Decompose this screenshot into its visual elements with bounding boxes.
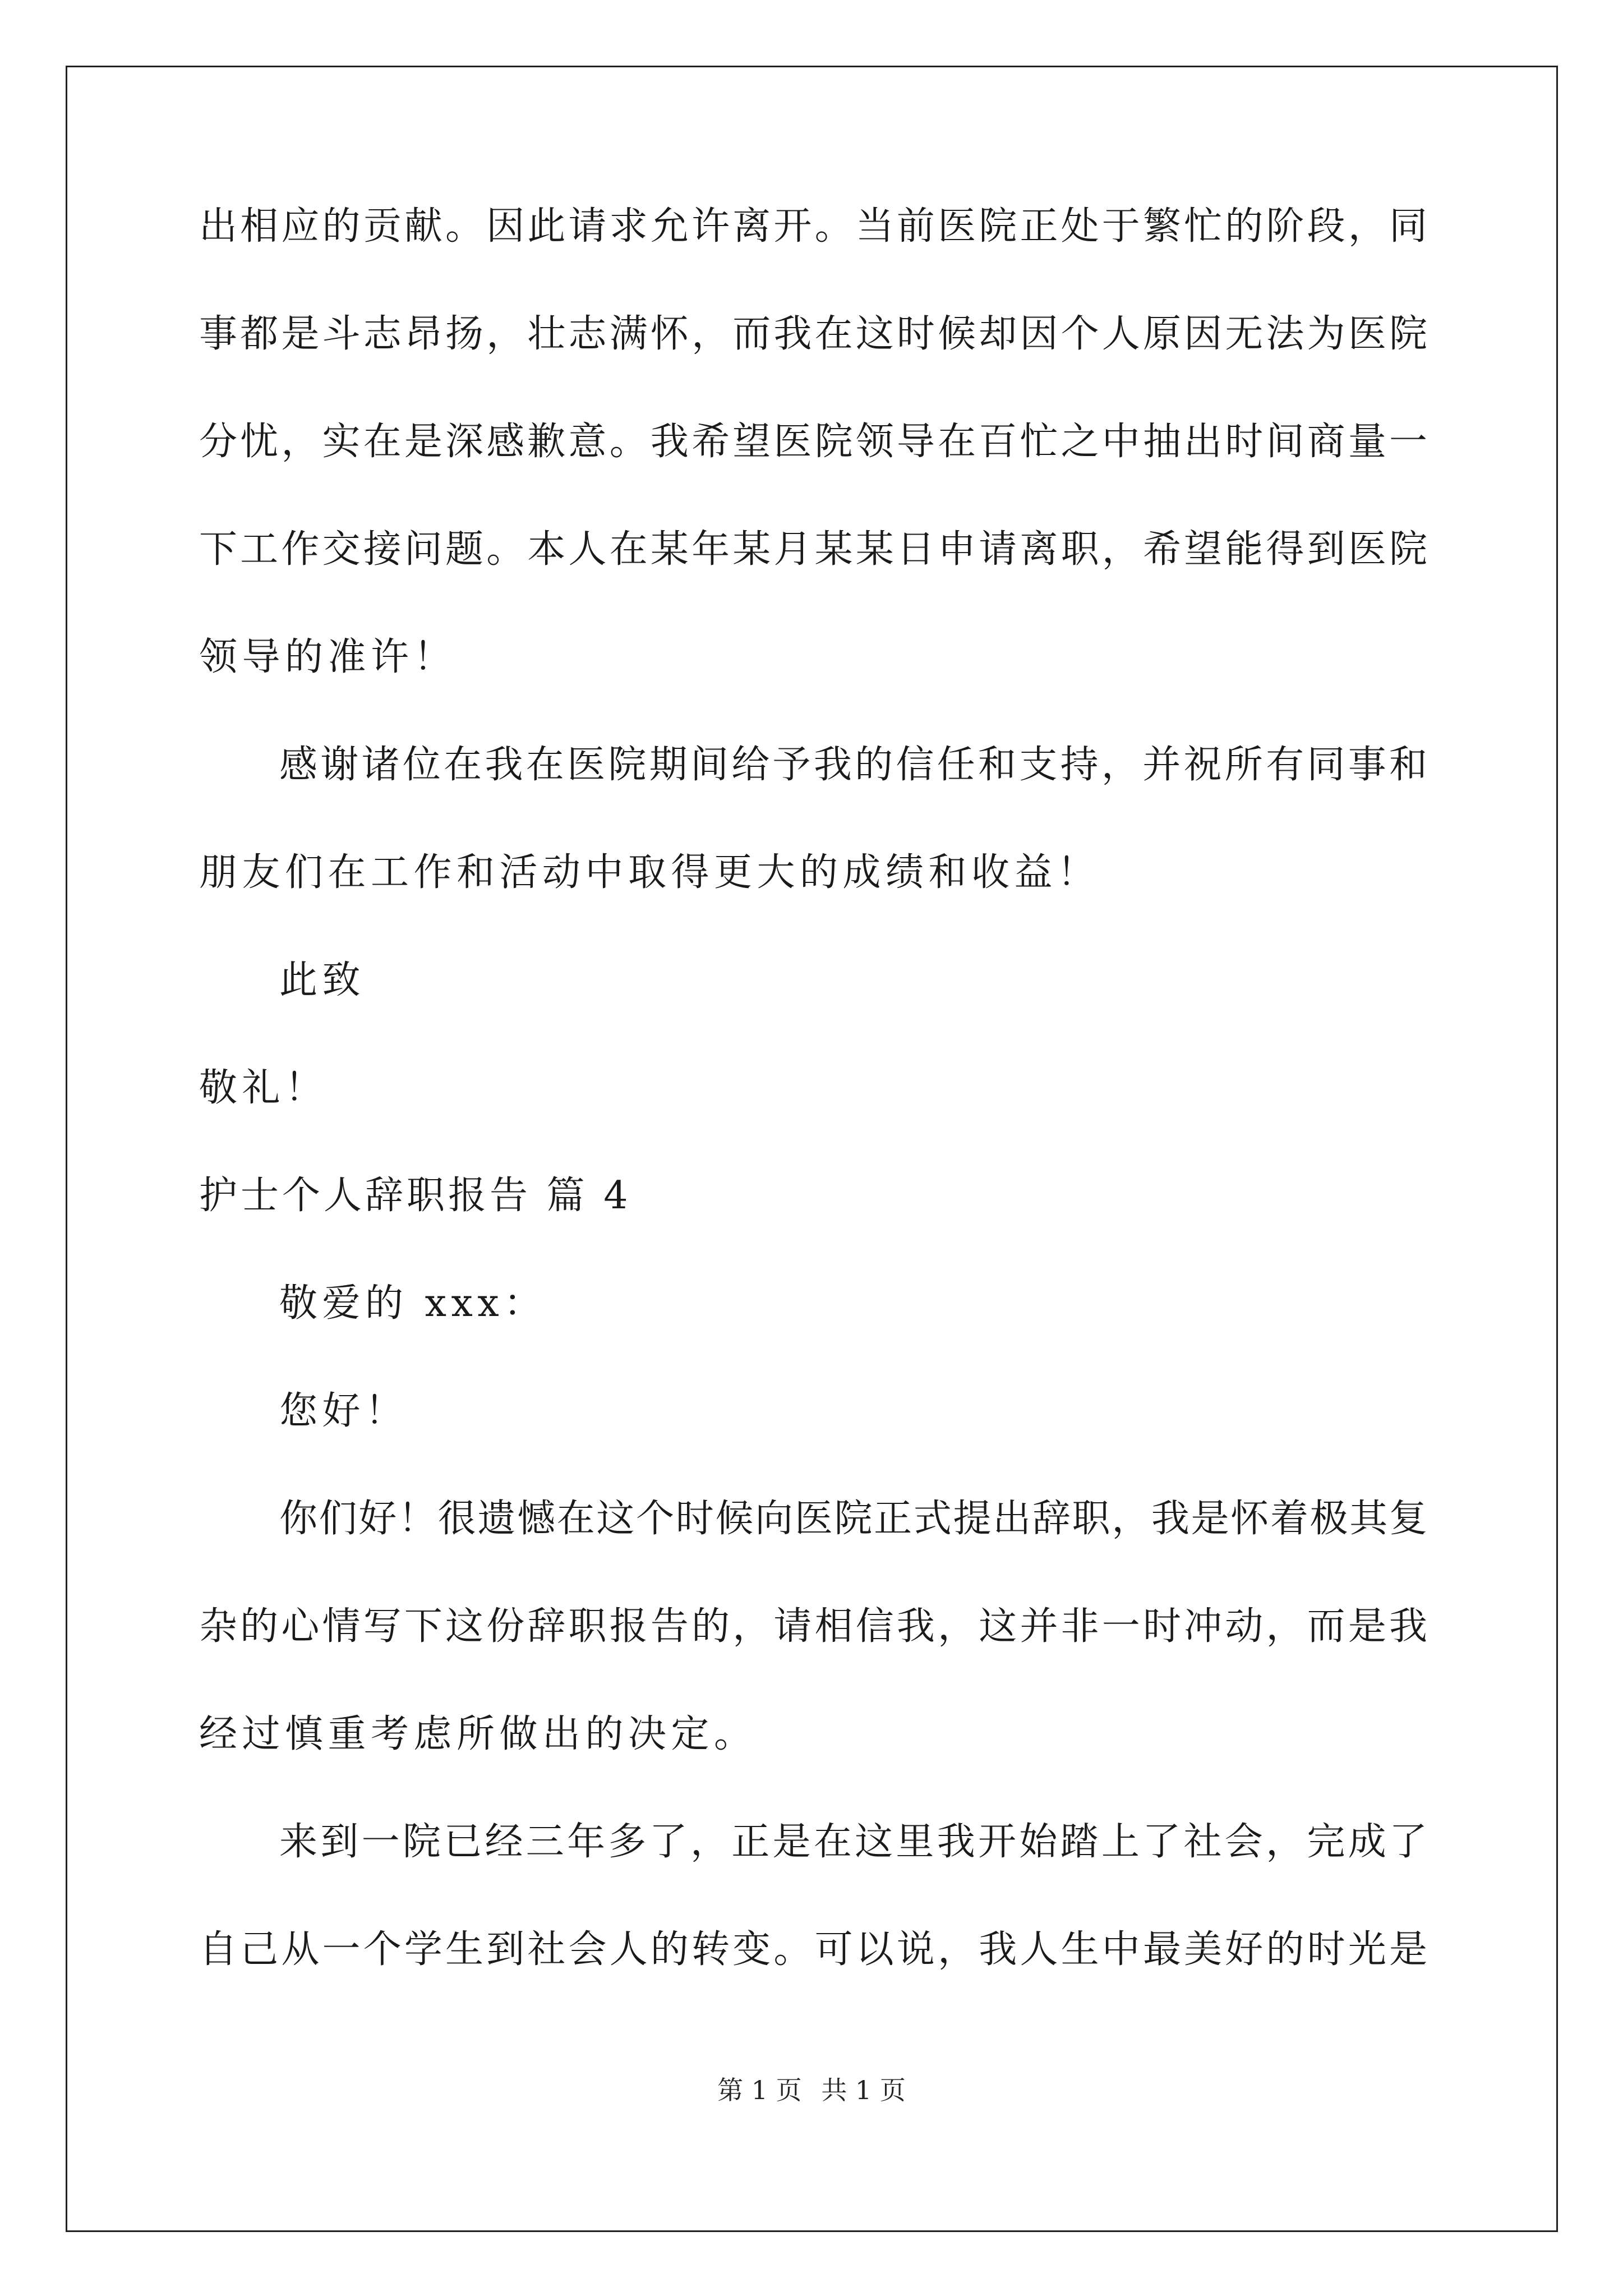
paragraph-line: 杂的心情写下这份辞职报告的，请相信我，这并非一时冲动，而是我: [199, 1604, 1427, 1649]
greeting-line: 敬爱的 xxx：: [279, 1281, 547, 1326]
section-heading: 护士个人辞职报告 篇 4: [199, 1174, 631, 1218]
paragraph-line: 来到一院已经三年多了，正是在这里我开始踏上了社会，完成了: [279, 1820, 1427, 1864]
paragraph-line: 朋友们在工作和活动中取得更大的成绩和收益！: [199, 850, 1100, 895]
page-footer: [0, 2077, 1623, 2103]
paragraph-line: 分忧，实在是深感歉意。我希望医院领导在百忙之中抽出时间商量一: [199, 420, 1427, 464]
paragraph-line: 你们好！很遗憾在这个时候向医院正式提出辞职，我是怀着极其复: [279, 1497, 1427, 1541]
closing-regards: 敬礼！: [199, 1066, 328, 1110]
closing-salutation: 此致: [279, 958, 366, 1002]
page-number: 第 1 页: [717, 2075, 802, 2105]
page-total: 共 1 页: [821, 2075, 906, 2105]
paragraph-line: 领导的准许！: [199, 635, 457, 679]
paragraph-line: 自己从一个学生到社会人的转变。可以说，我人生中最美好的时光是: [199, 1927, 1427, 1972]
paragraph-line: 经过慎重考虑所做出的决定。: [199, 1712, 757, 1756]
paragraph-line: 感谢诸位在我在医院期间给予我的信任和支持，并祝所有同事和: [279, 743, 1427, 787]
greeting-hello: 您好！: [279, 1389, 408, 1433]
paragraph-line: 事都是斗志昂扬，壮志满怀，而我在这时候却因个人原因无法为医院: [199, 312, 1427, 356]
page-border: [66, 66, 1558, 2232]
paragraph-line: 出相应的贡献。因此请求允许离开。当前医院正处于繁忙的阶段，同: [199, 204, 1427, 249]
paragraph-line: 下工作交接问题。本人在某年某月某某日申请离职，希望能得到医院: [199, 527, 1427, 572]
